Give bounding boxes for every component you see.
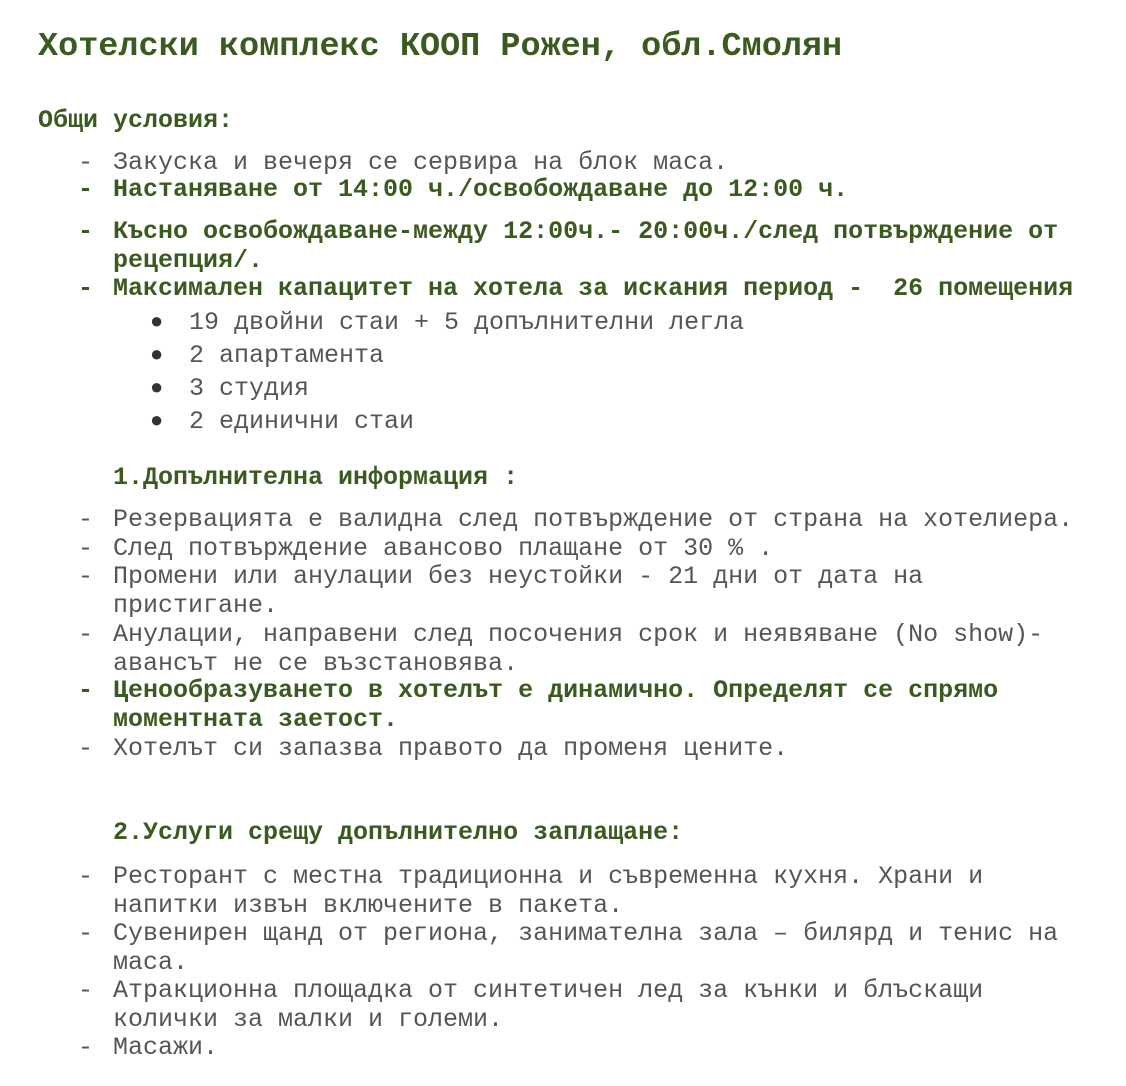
list-item-line: Късно освобождаване-между 12:00ч.- 20:00ч./след потвърждение от [113,217,1059,246]
dash-marker: - [78,620,94,649]
list-item-line: маса. [113,948,189,977]
capacity-item: 2 апартамента [189,341,385,370]
list-item-line: моментната заетост. [113,705,399,734]
list-item-line: авансът не се възстановява. [113,649,519,678]
dash-marker: - [78,562,94,591]
list-item-line: Анулации, направени след посочения срок и неявяване (No show)- [113,620,1044,649]
list-item-line: рецепция/. [113,246,264,275]
capacity-item: 2 единични стаи [189,407,415,436]
bullet-icon: ● [150,310,164,335]
list-item-line: Максимален капацитет на хотела за искания период - 26 помещения [113,274,1074,303]
list-item-line: Сувенирен щанд от региона, занимателна зала – билярд и тенис на [113,919,1059,948]
list-item-line: Атракционна площадка от синтетичен лед за кънки и блъскащи [113,976,984,1005]
dash-marker: - [78,976,94,1005]
dash-marker: - [78,505,94,534]
dash-marker: - [78,734,94,763]
dash-marker: - [78,175,94,204]
bullet-icon: ● [150,343,164,368]
list-item-line: Резервацията е валидна след потвърждение от страна на хотелиера. [113,505,1074,534]
dash-marker: - [78,148,94,177]
bullet-icon: ● [150,409,164,434]
dash-marker: - [78,676,94,705]
list-item-line: напитки извън включените в пакета. [113,891,624,920]
services-heading: 2.Услуги срещу допълнително заплащане: [113,818,684,847]
list-item-line: Настаняване от 14:00 ч./освобождаване до 12:00 ч. [113,175,849,204]
list-item-line: пристигане. [113,591,279,620]
list-item-line: Масажи. [113,1033,219,1062]
general-heading: Общи условия: [38,106,234,135]
dash-marker: - [78,862,94,891]
dash-marker: - [78,274,94,303]
list-item-line: Закуска и вечеря се сервира на блок маса. [113,148,729,177]
capacity-item: 19 двойни стаи + 5 допълнителни легла [189,308,745,337]
dash-marker: - [78,534,94,563]
list-item-line: След потвърждение авансово плащане от 30 % . [113,534,774,563]
bullet-icon: ● [150,376,164,401]
dash-marker: - [78,217,94,246]
list-item-line: колички за малки и големи. [113,1005,504,1034]
list-item-line: Промени или анулации без неустойки - 21 дни от дата на [113,562,924,591]
info-heading: 1.Допълнителна информация : [113,463,519,492]
page-title: Хотелски комплекс КООП Рожен, обл.Смолян [38,28,843,66]
list-item-line: Ресторант с местна традиционна и съвременна кухня. Храни и [113,862,984,891]
list-item-line: Хотелът си запазва правото да променя цените. [113,734,789,763]
dash-marker: - [78,919,94,948]
list-item-line: Ценообразуването в хотелът е динамично. Определят се спрямо [113,676,999,705]
capacity-item: 3 студия [189,374,310,403]
dash-marker: - [78,1033,94,1062]
